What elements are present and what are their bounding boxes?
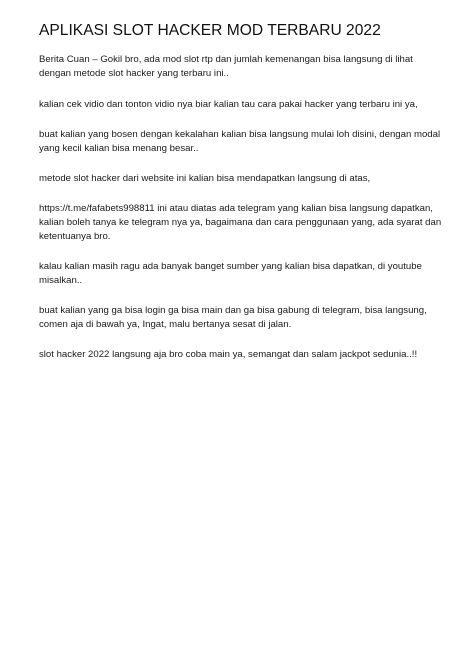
- article-body: [39, 53, 444, 378]
- paragraph-telegram: https://t.me/fafabets998811 ini atau diatas ada telegram yang kalian bisa langsung dapatkan, kalian boleh tanya ke telegram nya ya, bagaimana dan cara penggunaan yang, ada syarat dan ketentuanya bro.: [39, 203, 442, 242]
- paragraph-method: metode slot hacker dari website ini kalian bisa mendapatkan langsung di atas,: [39, 173, 371, 184]
- paragraph-login: buat kalian yang ga bisa login ga bisa main dan ga bisa gabung di telegram, bisa langsung, comen aja di bawah ya, Ingat, malu bertanya sesat di jalan.: [39, 305, 427, 330]
- paragraph-closing: slot hacker 2022 langsung aja bro coba main ya, semangat dan salam jackpot sedunia..!!: [39, 349, 418, 360]
- paragraph-video: kalian cek vidio dan tonton vidio nya biar kalian tau cara pakai hacker yang terbaru ini ya,: [39, 99, 418, 110]
- paragraph-doubt: kalau kalian masih ragu ada banyak banget sumber yang kalian bisa dapatkan, di youtube misalkan..: [39, 261, 422, 286]
- paragraph-intro: Berita Cuan – Gokil bro, ada mod slot rtp dan jumlah kemenangan bisa langsung di lihat dengan metode slot hacker yang terbaru ini..: [39, 54, 413, 79]
- paragraph-bored: buat kalian yang bosen dengan kekalahan kalian bisa langsung mulai loh disini, dengan modal yang kecil kalian bisa menang besar..: [39, 129, 441, 154]
- page-title: APLIKASI SLOT HACKER MOD TERBARU 2022: [39, 22, 381, 39]
